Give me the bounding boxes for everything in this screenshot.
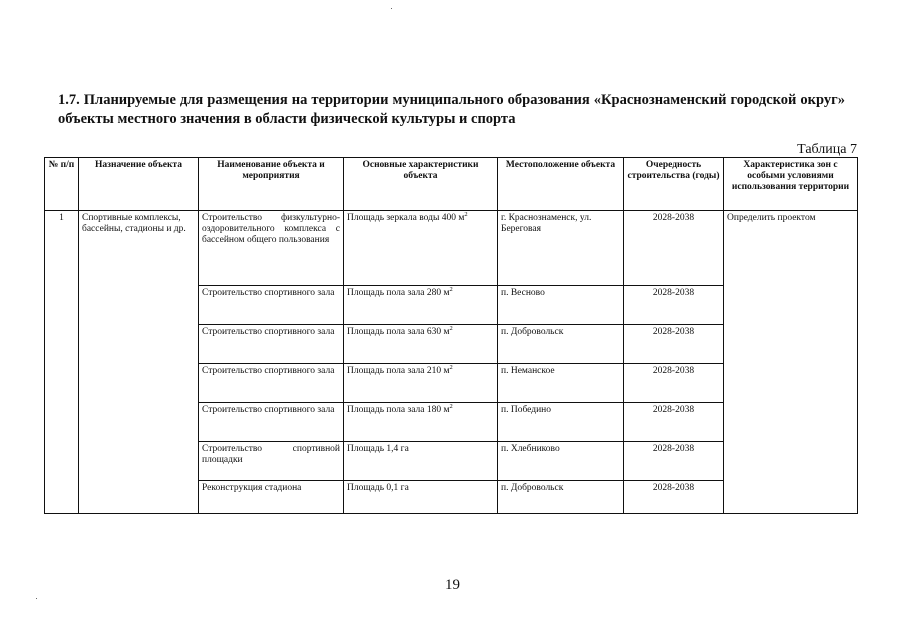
cell-characteristics bbox=[344, 325, 498, 364]
cell-name: Строительство физкультурно-оздоровительного комплекса с бассейном общего пользования bbox=[199, 211, 344, 286]
cell-name: Реконструкция стадиона bbox=[199, 481, 344, 514]
header-zones: Характеристика зон с особыми условиями использования территории bbox=[724, 158, 858, 211]
header-period: Очередность строительства (годы) bbox=[624, 158, 724, 211]
cell-period: 2028-2038 bbox=[624, 286, 724, 325]
characteristics-text: Площадь пола зала 630 м bbox=[347, 327, 450, 337]
cell-name: Строительство спортивного зала bbox=[199, 325, 344, 364]
scan-speck bbox=[36, 598, 37, 599]
characteristics-text: Площадь пола зала 210 м bbox=[347, 366, 450, 376]
cell-name: Строительство спортивной площадки bbox=[199, 442, 344, 481]
cell-location: п. Добровольск bbox=[498, 325, 624, 364]
cell-number: 1 bbox=[45, 211, 79, 514]
cell-period: 2028-2038 bbox=[624, 325, 724, 364]
cell-characteristics bbox=[344, 403, 498, 442]
cell-characteristics bbox=[344, 481, 498, 514]
cell-location: г. Краснознаменск, ул. Береговая bbox=[498, 211, 624, 286]
characteristics-text: Площадь зеркала воды 400 м bbox=[347, 213, 465, 223]
cell-characteristics bbox=[344, 286, 498, 325]
cell-name: Строительство спортивного зала bbox=[199, 403, 344, 442]
page-number: 19 bbox=[445, 577, 460, 593]
cell-purpose: Спортивные комплексы, бассейны, стадионы и др. bbox=[79, 211, 199, 514]
scan-speck bbox=[391, 8, 392, 9]
cell-characteristics bbox=[344, 211, 498, 286]
cell-period: 2028-2038 bbox=[624, 364, 724, 403]
cell-period: 2028-2038 bbox=[624, 442, 724, 481]
cell-period: 2028-2038 bbox=[624, 211, 724, 286]
unit-superscript: 2 bbox=[449, 285, 453, 293]
characteristics-text: Площадь пола зала 180 м bbox=[347, 405, 450, 415]
unit-superscript: 2 bbox=[464, 210, 468, 218]
table-header-row bbox=[45, 158, 858, 211]
header-purpose: Назначение объекта bbox=[79, 158, 199, 211]
table-row bbox=[45, 211, 858, 286]
header-number: № п/п bbox=[45, 158, 79, 211]
cell-location: п. Победино bbox=[498, 403, 624, 442]
table-caption: Таблица 7 bbox=[797, 142, 857, 157]
characteristics-text: Площадь 1,4 га bbox=[347, 444, 409, 454]
cell-location: п. Добровольск bbox=[498, 481, 624, 514]
cell-name: Строительство спортивного зала bbox=[199, 286, 344, 325]
cell-location: п. Хлебниково bbox=[498, 442, 624, 481]
cell-zones: Определить проектом bbox=[724, 211, 858, 514]
cell-characteristics bbox=[344, 364, 498, 403]
section-heading: 1.7. Планируемые для размещения на территории муниципального образования «Краснознаменский городской округ» объекты местного значения в области физической культуры и спорта bbox=[58, 92, 845, 127]
unit-superscript: 2 bbox=[449, 402, 453, 410]
cell-period: 2028-2038 bbox=[624, 481, 724, 514]
cell-location: п. Весново bbox=[498, 286, 624, 325]
characteristics-text: Площадь 0,1 га bbox=[347, 483, 409, 493]
header-name: Наименование объекта и мероприятия bbox=[199, 158, 344, 211]
cell-characteristics bbox=[344, 442, 498, 481]
header-location: Местоположение объекта bbox=[498, 158, 624, 211]
unit-superscript: 2 bbox=[449, 363, 453, 371]
unit-superscript: 2 bbox=[449, 324, 453, 332]
objects-table bbox=[44, 157, 858, 514]
characteristics-text: Площадь пола зала 280 м bbox=[347, 288, 450, 298]
cell-location: п. Неманское bbox=[498, 364, 624, 403]
header-characteristics: Основные характеристики объекта bbox=[344, 158, 498, 211]
cell-period: 2028-2038 bbox=[624, 403, 724, 442]
cell-name: Строительство спортивного зала bbox=[199, 364, 344, 403]
